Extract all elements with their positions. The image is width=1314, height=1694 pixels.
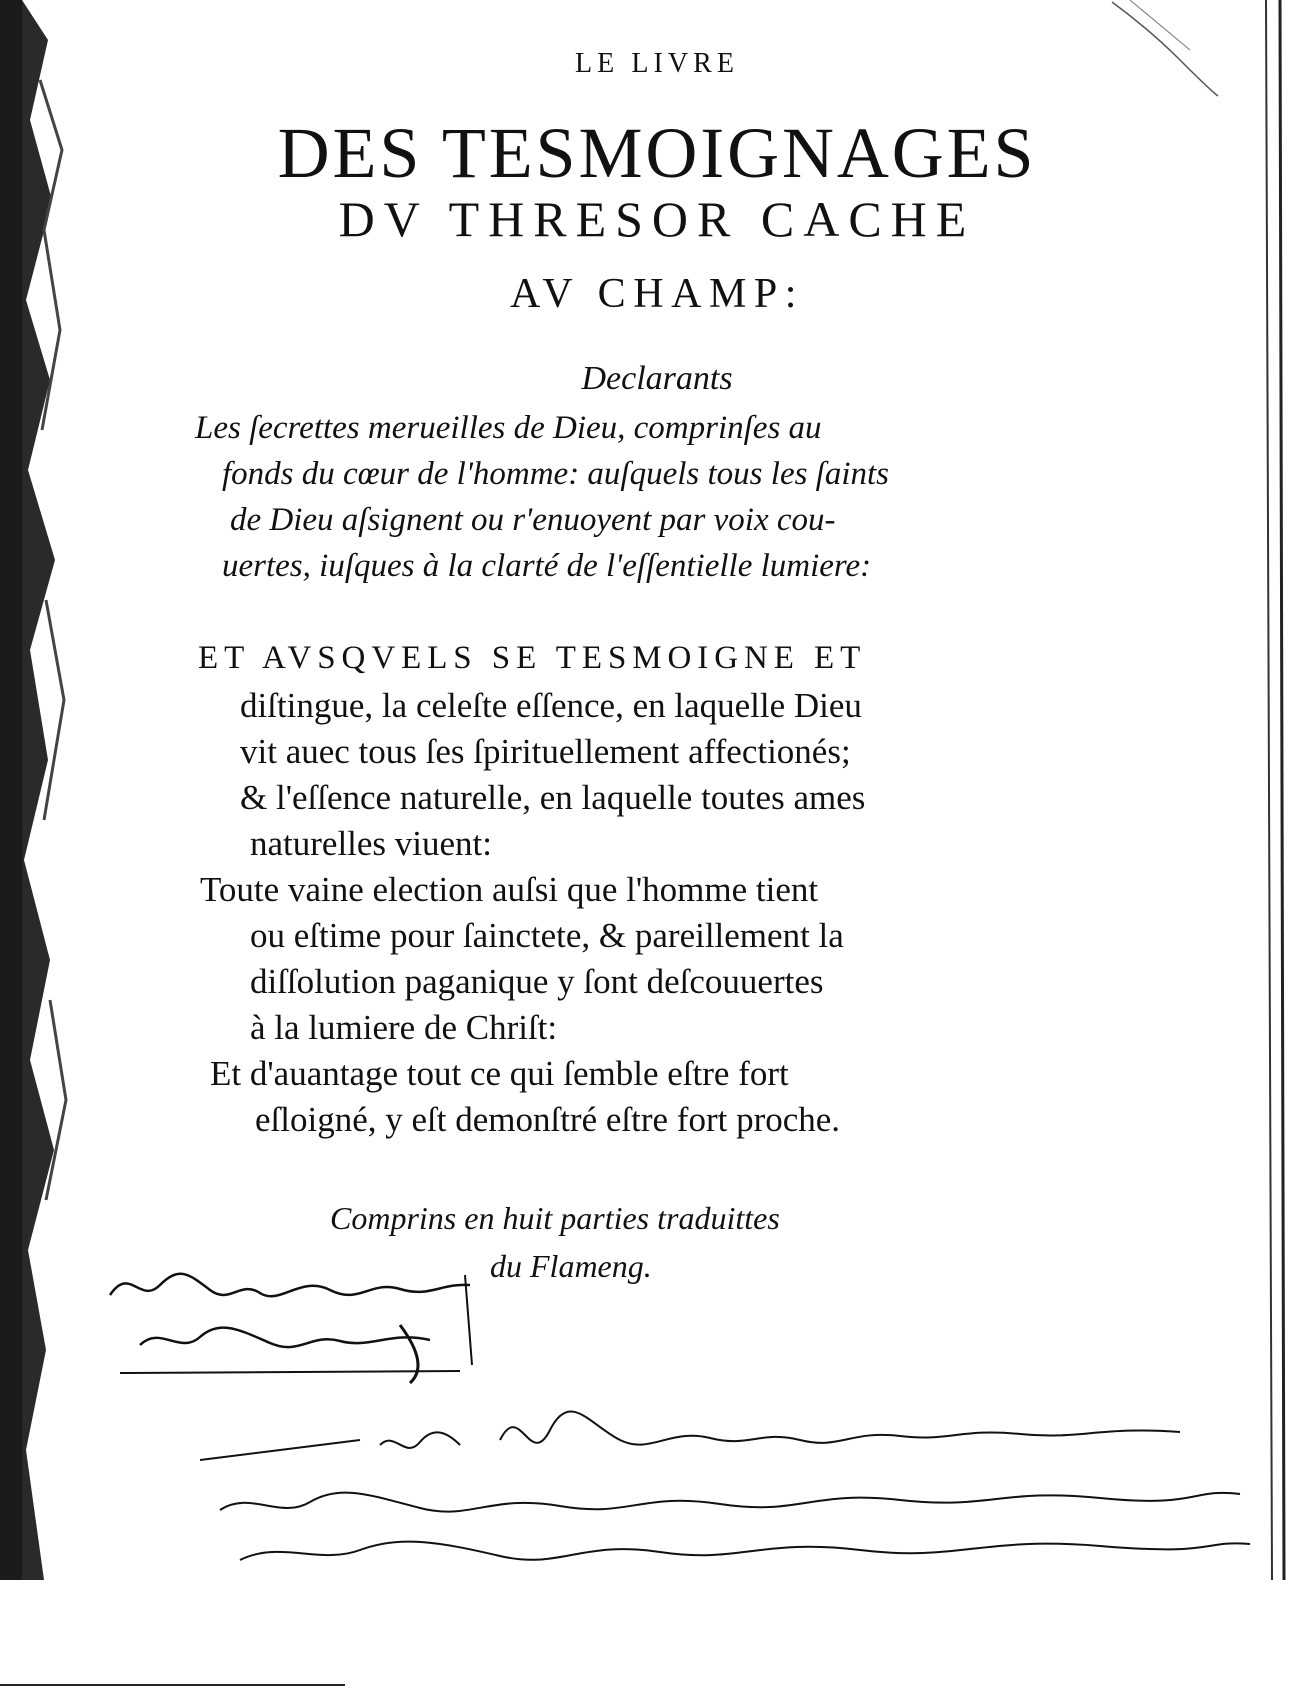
title-line-1: LE LIVRE [575,48,739,79]
handwritten-signature [100,1245,490,1385]
body-line-4: naturelles viuent: [250,824,493,863]
body-line-7: diſſolution paganique y ſont deſcouuertes [250,962,824,1001]
footer-line-2: du Flameng. [490,1248,652,1284]
body-line-9: Et d'auantage tout ce qui ſemble eſtre fort [210,1054,789,1093]
body-line-8: à la lumiere de Chriſt: [250,1008,558,1047]
body-line-3: & l'eſſence naturelle, en laquelle toutes ames [240,778,866,817]
footer-line-1: Comprins en huit parties traduittes [330,1200,780,1236]
subtitle-line-2: fonds du cœur de l'homme: auſquels tous les ſaints [222,456,890,492]
body-line-2: vit auec tous ſes ſpirituellement affectionés; [240,732,851,771]
subtitle-line-1: Les ſecrettes merueilles de Dieu, comprinſes au [195,410,822,446]
subtitle-line-4: uertes, iuſques à la clarté de l'eſſentielle lumiere: [222,548,872,584]
body-line-1: diſtingue, la celeſte eſſence, en laquelle Dieu [240,686,862,725]
subtitle-line-3: de Dieu aſsignent ou r'enuoyent par voix cou- [230,502,836,538]
body-line-10: eſloigné, y eſt demonſtré eſtre fort proche. [255,1100,841,1139]
title-line-3: DV THRESOR CACHE [338,191,976,247]
title-line-4: AV CHAMP: [509,271,805,317]
title-line-2: DES TESMOIGNAGES [277,113,1037,193]
bottom-rule [0,1684,345,1686]
body-line-5: Toute vaine election auſsi que l'homme tient [200,870,819,909]
subtitle-heading: Declarants [581,360,733,397]
handwritten-note [200,1390,1260,1570]
body-caps-start: ET AVSQVELS SE TESMOIGNE ET [198,640,867,676]
body-line-6: ou eſtime pour ſainctete, & pareillement la [250,916,844,955]
